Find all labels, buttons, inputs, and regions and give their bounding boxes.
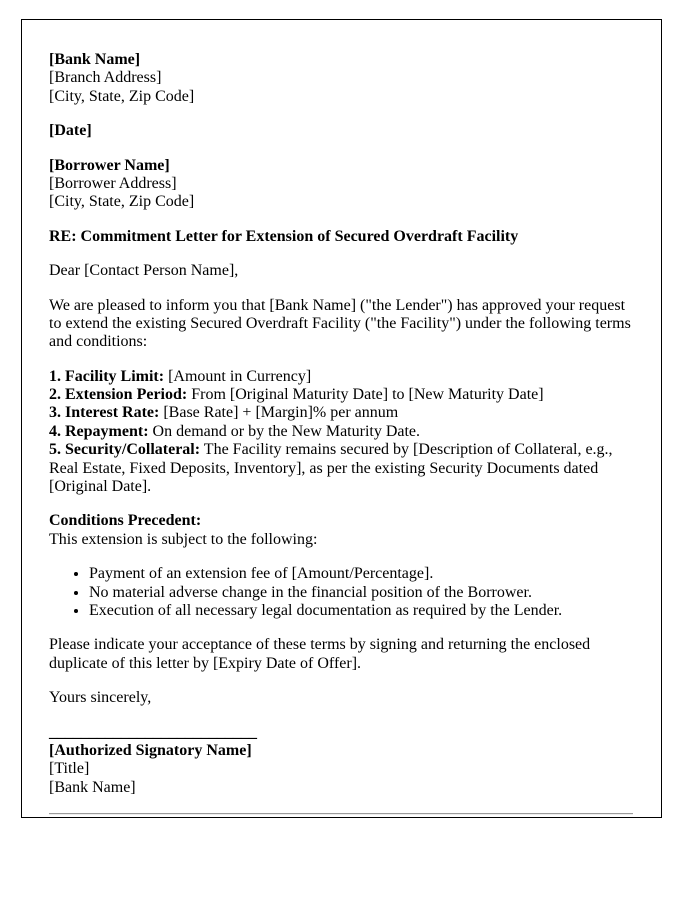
closing-request-paragraph: Please indicate your acceptance of these terms by signing and returning the enclosed duplicate of this letter by [Expiry Date of Offer]. (49, 636, 591, 672)
terms-list (49, 368, 633, 497)
date-placeholder: [Date] (49, 122, 92, 140)
signatory-title: [Title] (49, 760, 90, 778)
term-extension-period (49, 386, 633, 404)
letter-document (21, 19, 662, 818)
term-value: From [Original Maturity Date] to [New Maturity Date] (187, 386, 544, 404)
valediction: Yours sincerely, (49, 689, 152, 707)
conditions-intro: This extension is subject to the following: (49, 530, 318, 548)
date-line (49, 122, 633, 140)
term-value: [Base Rate] + [Margin]% per annum (159, 404, 399, 422)
subject-line (49, 228, 633, 246)
signatory-bank: [Bank Name] (49, 778, 136, 796)
borrower-name: [Borrower Name] (49, 156, 170, 174)
sender-city-state-zip: [City, State, Zip Code] (49, 87, 195, 105)
term-repayment (49, 423, 633, 441)
term-label: 3. Interest Rate: (49, 404, 160, 422)
intro-paragraph: We are pleased to inform you that [Bank Name] ("the Lender") has approved your request to extend the existing Secured Overdraft Facility ("the Facility") under the following terms and conditions: (49, 296, 631, 351)
sender-branch-address: [Branch Address] (49, 69, 162, 87)
term-label: 5. Security/Collateral: (49, 441, 201, 459)
bottom-divider (49, 813, 633, 815)
term-label: 2. Extension Period: (49, 386, 188, 404)
borrower-city-state-zip: [City, State, Zip Code] (49, 193, 195, 211)
condition-item: • Payment of an extension fee of [Amount/Percentage]. (89, 565, 633, 583)
term-label: 1. Facility Limit: (49, 367, 165, 385)
condition-item: • Execution of all necessary legal documentation as required by the Lender. (89, 602, 633, 620)
signature-block (49, 724, 633, 798)
term-value: [Amount in Currency] (164, 367, 312, 385)
conditions-precedent-block (49, 512, 633, 549)
signature-line: __________________________ (49, 723, 257, 741)
sender-block (49, 51, 633, 106)
borrower-address: [Borrower Address] (49, 174, 177, 192)
signatory-name: [Authorized Signatory Name] (49, 741, 252, 759)
term-facility-limit (49, 368, 633, 386)
term-label: 4. Repayment: (49, 422, 149, 440)
recipient-block (49, 157, 633, 212)
term-value: On demand or by the New Maturity Date. (148, 422, 421, 440)
salutation: Dear [Contact Person Name], (49, 262, 239, 280)
term-value: The Facility remains secured by [Description of Collateral, e.g., Real Estate, Fixed Deposits, Inventory], as per the existing Security Documents dated [Original Date]. (49, 441, 613, 496)
term-interest-rate (49, 404, 633, 422)
conditions-list (49, 565, 633, 620)
term-security-collateral (49, 441, 633, 496)
condition-item: • No material adverse change in the financial position of the Borrower. (89, 584, 633, 602)
sender-bank-name: [Bank Name] (49, 51, 141, 68)
subject-text: RE: Commitment Letter for Extension of Secured Overdraft Facility (49, 227, 519, 245)
conditions-heading: Conditions Precedent: (49, 512, 202, 530)
